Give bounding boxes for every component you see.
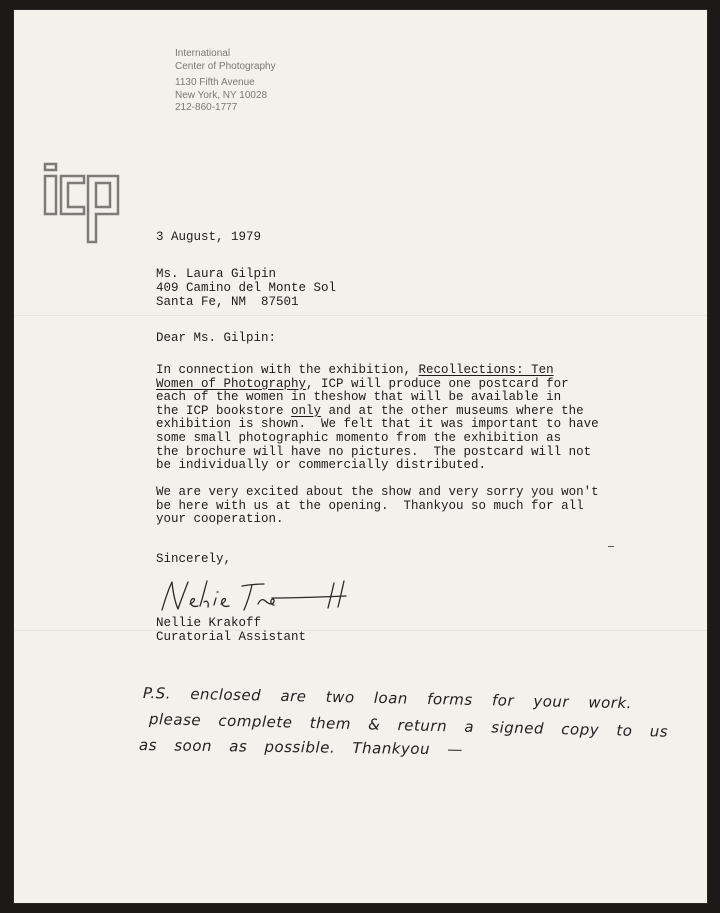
address-line1: 1130 Fifth Avenue bbox=[175, 77, 255, 88]
body-line: some small photographic momento from the exhibition as bbox=[156, 431, 562, 445]
body-line: your cooperation. bbox=[156, 512, 284, 527]
letter-date: 3 August, 1979 bbox=[156, 230, 262, 244]
closing: Sincerely, bbox=[156, 552, 232, 566]
letter-page bbox=[14, 10, 707, 903]
salutation: Dear Ms. Gilpin: bbox=[156, 331, 277, 345]
body-line: Women of Photography, ICP will produce one postcard for bbox=[156, 376, 569, 391]
fold-line bbox=[14, 315, 707, 316]
handwritten-signature bbox=[156, 578, 376, 621]
icp-logo bbox=[43, 160, 123, 251]
body-line: exhibition is shown. We felt that it was important to have bbox=[156, 417, 599, 432]
exhibition-title: Recollections: Ten bbox=[418, 363, 554, 377]
body-line: each of the women in theshow that will be available in bbox=[156, 390, 562, 405]
address-line2: New York, NY 10028 bbox=[175, 89, 268, 101]
postscript-line2: please complete them & return a signed copy to us bbox=[148, 710, 669, 741]
postscript-line1: P.S. enclosed are two loan forms for your work. bbox=[142, 684, 633, 713]
stray-mark bbox=[608, 546, 614, 547]
recipient-name: Ms. Laura Gilpin bbox=[156, 267, 277, 281]
body-line: the ICP bookstore only and at the other museums where the bbox=[156, 403, 584, 418]
body-line: be here with us at the opening. Thankyou so much for all bbox=[156, 498, 584, 513]
org-name-line1: International bbox=[175, 48, 231, 59]
body-line: be individually or commercially distributed. bbox=[156, 458, 487, 473]
recipient-city: Santa Fe, NM 87501 bbox=[156, 295, 299, 309]
fold-line bbox=[14, 630, 707, 631]
signer-title: Curatorial Assistant bbox=[156, 630, 307, 644]
exhibition-title: Women of Photography bbox=[156, 376, 307, 391]
postscript-line3: as soon as possible. Thankyou — bbox=[138, 736, 463, 759]
signer-name: Nellie Krakoff bbox=[156, 616, 262, 630]
recipient-street: 409 Camino del Monte Sol bbox=[156, 281, 337, 295]
phone-number: 212-860-1777 bbox=[175, 102, 238, 113]
org-name-line2: Center of Photography bbox=[175, 60, 276, 72]
letterhead bbox=[175, 48, 276, 115]
emphasis-only: only bbox=[291, 403, 322, 418]
body-line: the brochure will have no pictures. The postcard will not bbox=[156, 444, 592, 459]
body-line: In connection with the exhibition, Recollections: Ten bbox=[156, 363, 554, 377]
body-line: We are very excited about the show and very sorry you won't bbox=[156, 485, 599, 499]
